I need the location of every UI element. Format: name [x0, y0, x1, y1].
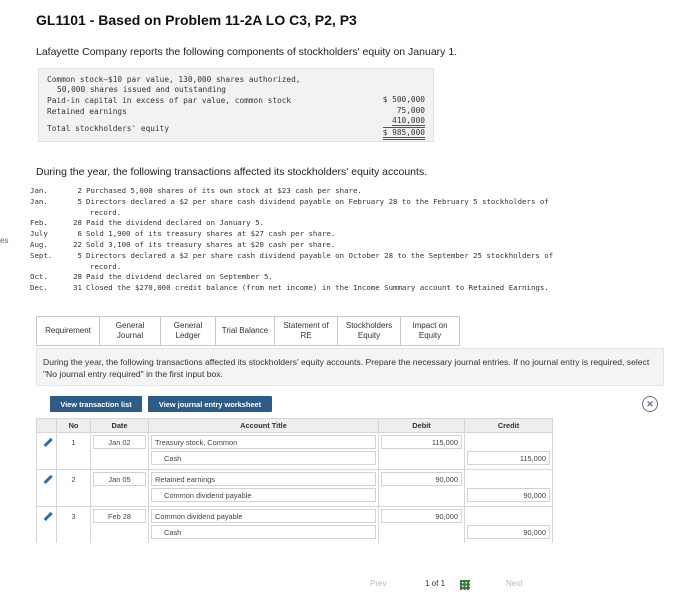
transaction-desc: Directors declared a $2 per share cash dividend payable on October 28 to the September 25 stockholders of — [86, 251, 554, 260]
transaction-desc: Sold 3,100 of its treasury shares at $20 cash per share. — [86, 240, 336, 249]
requirement-tabs — [36, 316, 492, 346]
debit-cell — [379, 507, 465, 544]
debit-cell — [379, 470, 465, 507]
equity-amount: 75,000 — [396, 106, 425, 115]
tab-stockholders-equity[interactable]: Stockholders Equity — [337, 316, 401, 346]
account-title-field[interactable]: Common dividend payable — [151, 509, 376, 523]
journal-entry-row — [37, 507, 553, 544]
transaction-desc: Directors declared a $2 per share cash dividend payable on February 28 to the February 5 stockholders of — [86, 197, 549, 206]
side-label: es — [0, 236, 9, 245]
instructions-box — [36, 348, 664, 386]
equity-components-box — [38, 68, 434, 142]
debit-field[interactable] — [381, 451, 462, 465]
transaction-day: 5 — [77, 197, 82, 206]
header-account-title: Account Title — [149, 419, 379, 433]
instructions-text: During the year, the following transactions affected its stockholders' equity accounts. Prepare the necessary journal entries. If no journal entry is required, select "No journal entry required" in the first input box. — [43, 357, 650, 379]
credit-field[interactable]: 90,000 — [467, 525, 550, 539]
equity-total-amount: $ 985,000 — [383, 127, 425, 140]
debit-field[interactable] — [381, 525, 462, 539]
credit-cell — [465, 433, 553, 470]
transaction-month: Sept. — [30, 251, 53, 260]
account-title-field[interactable]: Common dividend payable — [151, 488, 376, 502]
entry-number — [57, 507, 91, 544]
journal-entry-row — [37, 470, 553, 507]
transaction-desc: Purchased 5,000 shares of its own stock at $23 cash per share. — [86, 186, 362, 195]
credit-field[interactable]: 115,000 — [467, 451, 550, 465]
account-cell — [149, 470, 379, 507]
journal-entry-row — [37, 433, 553, 470]
transaction-month: Dec. — [30, 283, 48, 292]
prev-button[interactable]: Prev — [370, 579, 387, 588]
transaction-day: 2 — [77, 186, 82, 195]
pencil-icon[interactable] — [42, 437, 52, 447]
transaction-row — [30, 240, 670, 251]
pencil-icon[interactable] — [42, 511, 52, 521]
journal-header-row — [37, 419, 553, 433]
transaction-row — [30, 208, 670, 218]
credit-cell — [465, 470, 553, 507]
tab-trial-balance[interactable]: Trial Balance — [215, 316, 275, 346]
tab-requirement[interactable]: Requirement — [36, 316, 100, 346]
equity-amount: $ 500,000 — [382, 95, 425, 104]
account-title-field[interactable]: Cash — [151, 525, 376, 539]
equity-label: Common stock—$10 par value, 130,000 shares authorized, — [47, 75, 301, 84]
journal-table — [36, 418, 553, 543]
transaction-day: 5 — [77, 251, 82, 260]
transaction-row — [30, 283, 670, 294]
entry-date[interactable]: Jan 02 — [93, 435, 146, 449]
header-no: No — [57, 419, 91, 433]
entry-date-cell — [91, 433, 149, 470]
transaction-month: Jan. — [30, 197, 48, 206]
account-title-field[interactable]: Retained earnings — [151, 472, 376, 486]
account-cell — [149, 433, 379, 470]
header-debit: Debit — [379, 419, 465, 433]
debit-field[interactable] — [381, 488, 462, 502]
debit-field[interactable]: 115,000 — [381, 435, 462, 449]
entry-date[interactable]: Feb 28 — [93, 509, 146, 523]
intro-text: Lafayette Company reports the following components of stockholders' equity on January 1. — [36, 46, 458, 58]
credit-cell — [465, 507, 553, 544]
tab-impact-on-equity[interactable]: Impact on Equity — [400, 316, 460, 346]
tab-statement-of-re[interactable]: Statement of RE — [274, 316, 338, 346]
equity-label: Paid-in capital in excess of par value, common stock — [47, 96, 292, 105]
tab-general-journal[interactable]: General Journal — [99, 316, 161, 346]
pencil-icon[interactable] — [42, 474, 52, 484]
transaction-month: Jan. — [30, 186, 48, 195]
transactions-heading: During the year, the following transactions affected its stockholders' equity accounts. — [36, 166, 428, 178]
header-edit — [37, 419, 57, 433]
view-journal-worksheet-button[interactable]: View journal entry worksheet — [148, 396, 272, 412]
transaction-desc: record. — [90, 208, 122, 217]
transaction-month: Feb. — [30, 218, 48, 227]
equity-label: Total stockholders' equity — [47, 124, 170, 133]
transaction-day: 31 — [73, 283, 82, 292]
account-cell — [149, 507, 379, 544]
entry-number — [57, 433, 91, 470]
close-icon[interactable]: ✕ — [642, 396, 658, 412]
entry-no: 2 — [59, 472, 88, 486]
equity-amount: 410,000 — [392, 116, 425, 125]
next-button[interactable]: Next — [506, 579, 523, 588]
transaction-row — [30, 186, 670, 197]
credit-field[interactable]: 90,000 — [467, 488, 550, 502]
transaction-row — [30, 251, 670, 262]
transaction-month: Aug. — [30, 240, 48, 249]
tab-general-ledger[interactable]: General Ledger — [160, 316, 216, 346]
entry-number — [57, 470, 91, 507]
transaction-row — [30, 262, 670, 272]
transaction-row — [30, 272, 670, 283]
grid-icon[interactable] — [460, 580, 470, 590]
page-title: GL1101 - Based on Problem 11-2A LO C3, P2, P3 — [36, 12, 357, 28]
debit-field[interactable]: 90,000 — [381, 509, 462, 523]
transaction-desc: Paid the dividend declared on September 5. — [86, 272, 273, 281]
edit-cell[interactable] — [37, 433, 57, 470]
entry-date[interactable]: Jan 05 — [93, 472, 146, 486]
header-date: Date — [91, 419, 149, 433]
transaction-list — [30, 186, 670, 294]
entry-date-cell — [91, 470, 149, 507]
transaction-row — [30, 197, 670, 208]
transaction-desc: record. — [90, 262, 122, 271]
transaction-month: Oct. — [30, 272, 48, 281]
entry-date-cell — [91, 507, 149, 544]
transaction-desc: Paid the dividend declared on January 5. — [86, 218, 264, 227]
debit-field[interactable]: 90,000 — [381, 472, 462, 486]
credit-field[interactable] — [467, 435, 550, 449]
transaction-day: 22 — [73, 240, 82, 249]
account-title-field[interactable]: Treasury stock, Common — [151, 435, 376, 449]
edit-cell[interactable] — [37, 507, 57, 544]
credit-field[interactable] — [467, 472, 550, 486]
view-transaction-list-button[interactable]: View transaction list — [50, 396, 142, 412]
transaction-row — [30, 218, 670, 229]
edit-cell[interactable] — [37, 470, 57, 507]
equity-label: 50,000 shares issued and outstanding — [57, 85, 226, 94]
transaction-row — [30, 229, 670, 240]
header-credit: Credit — [465, 419, 553, 433]
transaction-day: 28 — [73, 272, 82, 281]
transaction-desc: Sold 1,900 of its treasury shares at $27 cash per share. — [86, 229, 336, 238]
transaction-day: 28 — [73, 218, 82, 227]
entry-no: 3 — [59, 509, 88, 523]
transaction-month: July — [30, 229, 48, 238]
account-title-field[interactable]: Cash — [151, 451, 376, 465]
transaction-day: 6 — [77, 229, 82, 238]
transaction-desc: Closed the $270,000 credit balance (from net income) in the Income Summary account to Retained Earnings. — [86, 283, 549, 292]
page-indicator: 1 of 1 — [425, 579, 446, 588]
entry-no: 1 — [59, 435, 88, 449]
credit-field[interactable] — [467, 509, 550, 523]
equity-label: Retained earnings — [47, 107, 127, 116]
debit-cell — [379, 433, 465, 470]
